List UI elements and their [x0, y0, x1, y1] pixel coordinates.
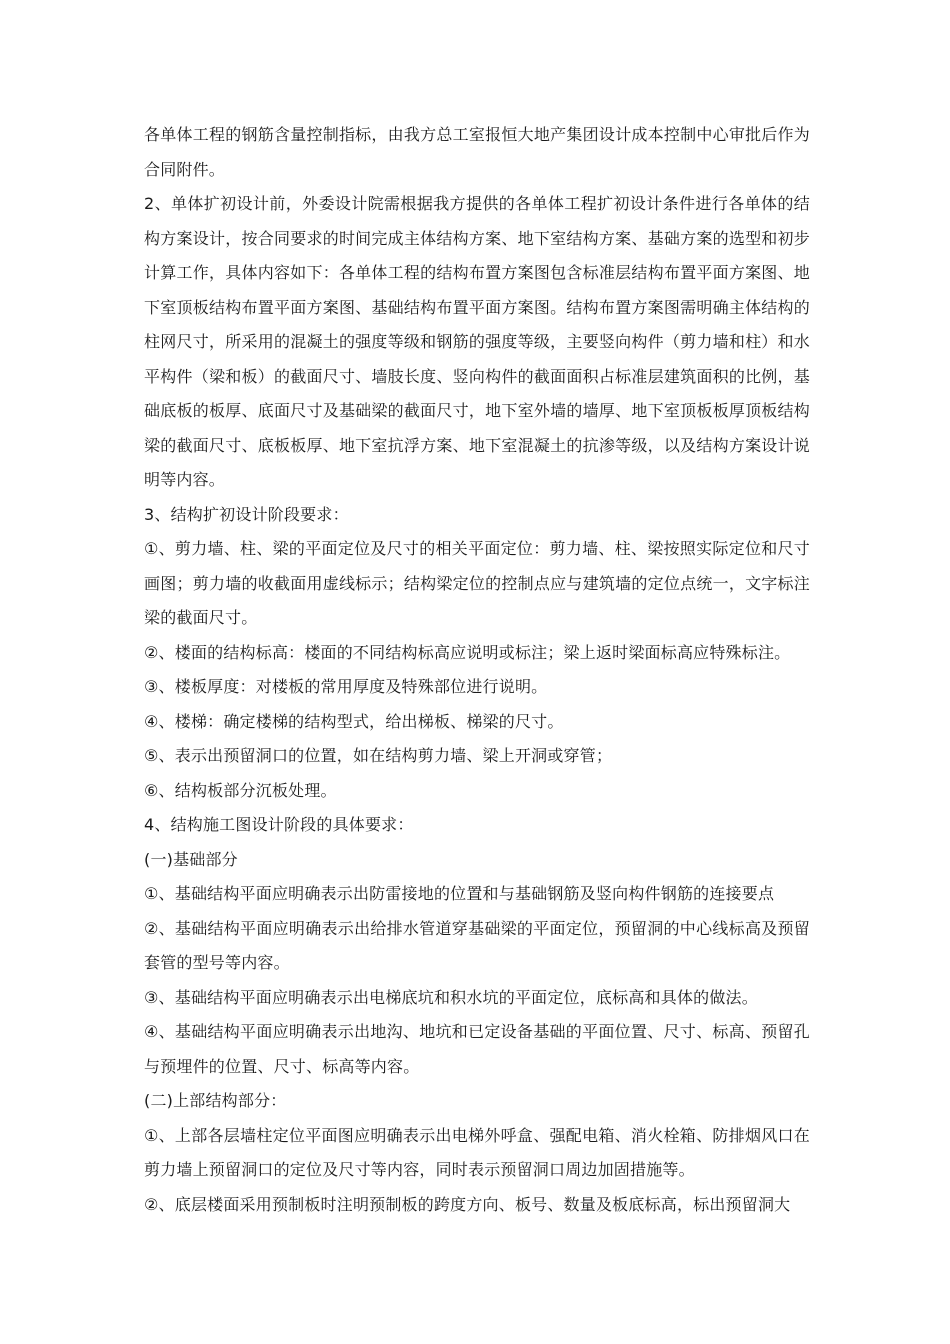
- foundation-item-4: ④、基础结构平面应明确表示出地沟、地坑和已定设备基础的平面位置、尺寸、标高、预留孔与预埋件的位置、尺寸、标高等内容。: [144, 1022, 810, 1076]
- paragraph-item-2: 2、单体扩初设计前，外委设计院需根据我方提供的各单体工程扩初设计条件进行各单体的结构方案设计，按合同要求的时间完成主体结构方案、地下室结构方案、基础方案的选型和初步计算工作，具体内容如下：各单体工程的结构布置方案图包含标准层结构布置平面方案图、地下室顶板结构布置平面方案图、基础结构布置平面方案图。结构布置方案图需明确主体结构的柱网尺寸，所采用的混凝土的强度等级和钢筋的强度等级，主要竖向构件（剪力墙和柱）和水平构件（梁和板）的截面尺寸、墙肢长度、竖向构件的截面面积占标准层建筑面积的比例，基础底板的板厚、底面尺寸及基础梁的截面尺寸，地下室外墙的墙厚、地下室顶板板厚顶板结构梁的截面尺寸、底板板厚、地下室抗浮方案、地下室混凝土的抗渗等级，以及结构方案设计说明等内容。: [144, 194, 810, 489]
- list-item-4: ④、楼梯：确定楼梯的结构型式，给出梯板、梯梁的尺寸。: [144, 711, 564, 731]
- paragraph-continuation: 各单体工程的钢筋含量控制指标，由我方总工室报恒大地产集团设计成本控制中心审批后作为合同附件。: [144, 125, 810, 179]
- superstructure-item-2: ②、底层楼面采用预制板时注明预制板的跨度方向、板号、数量及板底标高，标出预留洞大: [144, 1194, 791, 1214]
- subsection-heading-foundation: (一)基础部分: [144, 849, 238, 869]
- list-item-5: ⑤、表示出预留洞口的位置，如在结构剪力墙、梁上开洞或穿管；: [144, 746, 613, 765]
- document-body: [144, 118, 810, 1222]
- list-item-1: ①、剪力墙、柱、梁的平面定位及尺寸的相关平面定位：剪力墙、柱、梁按照实际定位和尺寸画图；剪力墙的收截面用虚线标示；结构梁定位的控制点应与建筑墙的定位点统一，文字标注梁的截面尺寸。: [144, 539, 810, 627]
- subsection-heading-superstructure: (二)上部结构部分：: [144, 1091, 287, 1110]
- list-item-6: ⑥、结构板部分沉板处理。: [144, 780, 337, 800]
- list-item-2: ②、楼面的结构标高：楼面的不同结构标高应说明或标注；梁上返时梁面标高应特殊标注。: [144, 642, 791, 662]
- superstructure-item-1: ①、上部各层墙柱定位平面图应明确表示出电梯外呼盒、强配电箱、消火栓箱、防排烟风口在剪力墙上预留洞口的定位及尺寸等内容，同时表示预留洞口周边加固措施等。: [144, 1125, 810, 1179]
- foundation-item-2: ②、基础结构平面应明确表示出给排水管道穿基础梁的平面定位，预留洞的中心线标高及预留套管的型号等内容。: [144, 918, 810, 972]
- foundation-item-1: ①、基础结构平面应明确表示出防雷接地的位置和与基础钢筋及竖向构件钢筋的连接要点: [144, 884, 775, 903]
- list-item-3: ③、楼板厚度：对楼板的常用厚度及特殊部位进行说明。: [144, 677, 548, 696]
- section-heading-4: 4、结构施工图设计阶段的具体要求：: [144, 815, 414, 834]
- section-heading-3: 3、结构扩初设计阶段要求：: [144, 504, 349, 524]
- foundation-item-3: ③、基础结构平面应明确表示出电梯底坑和积水坑的平面定位，底标高和具体的做法。: [144, 987, 758, 1007]
